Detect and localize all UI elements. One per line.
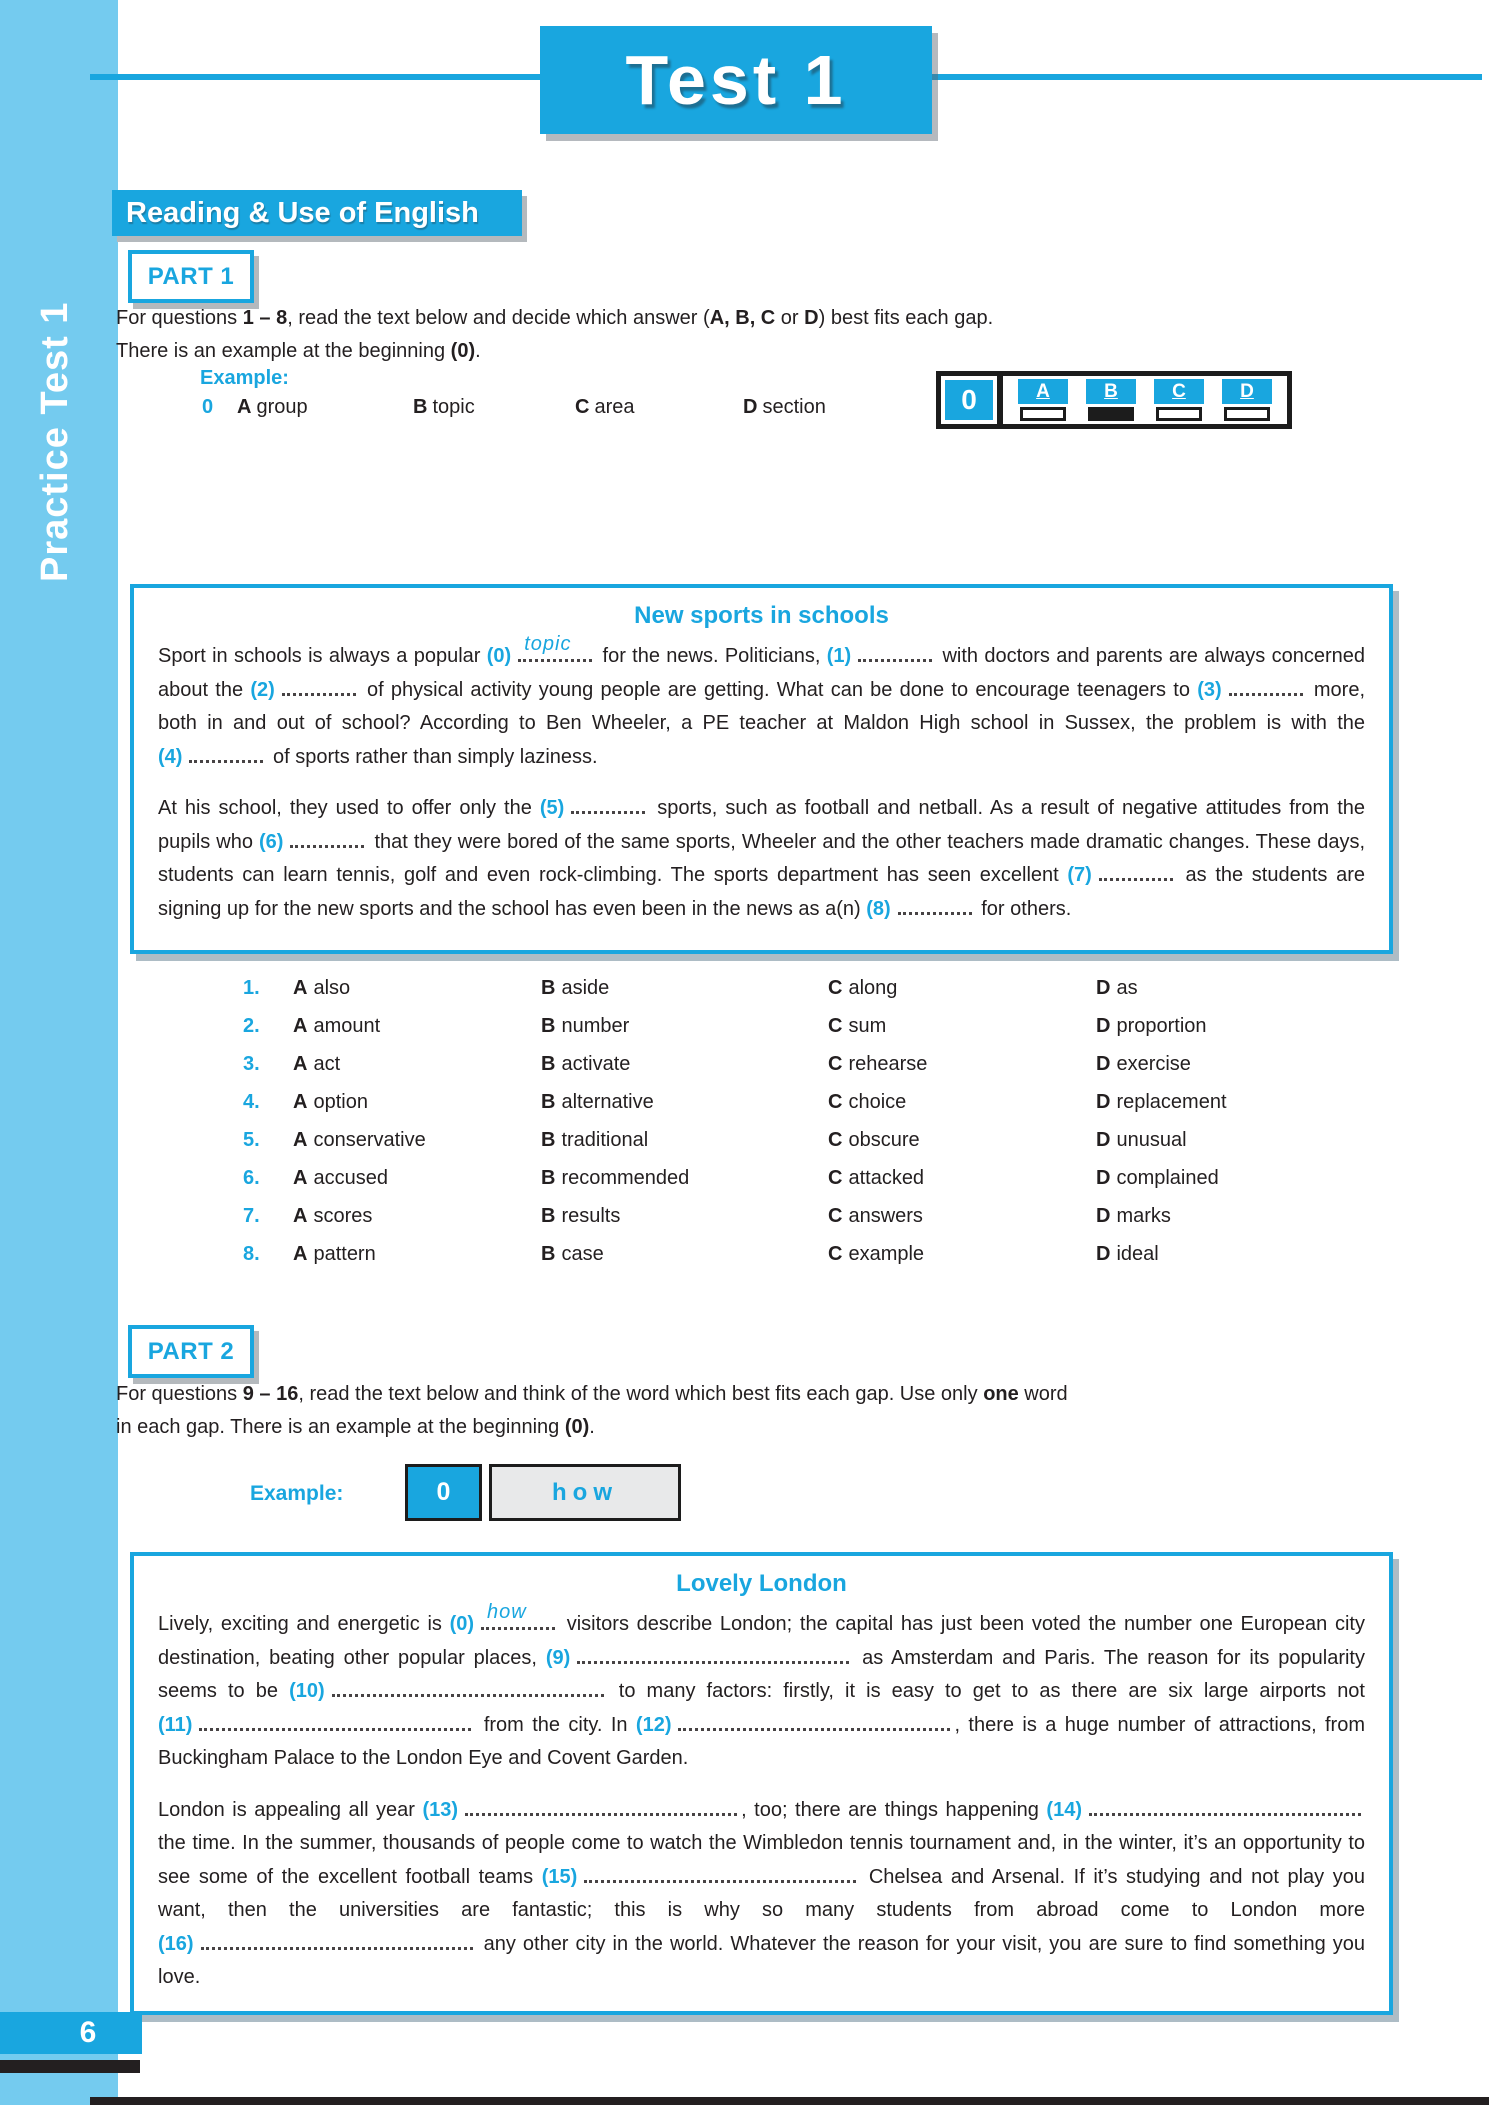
question-option-D: D unusual (1096, 1129, 1187, 1151)
answer-bubble (1088, 407, 1134, 421)
question-option-A: A amount (293, 1015, 381, 1037)
part2-label-box (128, 1325, 254, 1378)
part1-passage-box (130, 584, 1393, 954)
question-option-D: D marks (1096, 1205, 1171, 1227)
gap-dotted-line (898, 908, 972, 915)
part1-passage-paragraph-1: Sport in schools is always a popular (0) topic for the news. Politicians, (1) with doctors and parents are always concerned about the (2) of physical activity young people are getting. What can be done to encourage teenagers to (3) more, both in and out of school? According to Ben Wheeler, a PE teacher at Maldon High school in Sussex, the problem is with the (4) of sports rather than simply laziness. (158, 640, 1365, 774)
answer-strip (936, 371, 1292, 429)
gap-dotted-line (571, 807, 645, 814)
question-option-A: A pattern (293, 1243, 376, 1265)
answer-bubble (1020, 407, 1066, 421)
gap-number: (0) (486, 645, 512, 667)
page-number-box (0, 2012, 142, 2054)
question-gap (259, 831, 368, 853)
answer-strip-choices (1003, 376, 1287, 424)
bottom-bar (90, 2097, 1489, 2105)
question-option-D: D as (1096, 977, 1138, 999)
answer-choice-A (1018, 379, 1068, 421)
part1-passage-paragraph-2: At his school, they used to offer only the (5) sports, such as football and netball. As a result of negative attitudes from the pupils who (6) that they were bored of the same sports, Wheeler and the other teachers made dramatic changes. These days, students can learn tennis, golf and even rock-climbing. The sports department has seen excellent (7) as the students are signing up for the new sports and the school has even been in the news as a(n) (8) for others. (158, 797, 1366, 920)
gap-dotted-line (584, 1876, 856, 1883)
question-option-C: C example (828, 1243, 925, 1265)
part2-example-number: 0 (405, 1464, 482, 1521)
gap-dotted-line (332, 1690, 604, 1697)
example-option-A: A group (237, 396, 308, 418)
question-gap (636, 1714, 955, 1736)
gap-number: (1) (826, 645, 852, 667)
question-gap (1197, 679, 1306, 701)
question-gap (866, 898, 975, 920)
part1-passage-title: New sports in schools (634, 602, 889, 629)
question-gap (158, 746, 267, 768)
gap-dotted-line (1099, 874, 1173, 881)
gap-number: (6) (259, 830, 284, 853)
gap-dotted-line (290, 841, 364, 848)
question-option-C: C sum (828, 1015, 887, 1037)
gap-dotted-line (199, 1724, 471, 1731)
question-option-C: C attacked (828, 1167, 925, 1189)
answer-choice-letter: C (1154, 379, 1204, 404)
answer-choice-B (1086, 379, 1136, 421)
question-gap (158, 1714, 475, 1736)
part2-passage-title: Lovely London (676, 1570, 847, 1597)
gap-number: (0) (449, 1613, 475, 1635)
gap-number: (13) (422, 1798, 459, 1821)
example-option-D: D section (743, 396, 826, 418)
question-option-D: D exercise (1096, 1053, 1191, 1075)
part2-example-box (405, 1464, 681, 1521)
gap-number: (12) (635, 1713, 672, 1736)
part1-example-number: 0 (202, 396, 214, 418)
gap-number: (4) (158, 745, 183, 768)
question-number: 1. (243, 977, 260, 999)
question-option-D: D complained (1096, 1167, 1219, 1189)
question-gap (546, 1647, 853, 1669)
sidebar-vertical-label: Practice Test 1 (34, 301, 76, 582)
question-option-B: B alternative (541, 1091, 654, 1113)
gap-dotted-line (201, 1943, 473, 1950)
question-option-C: C choice (828, 1091, 907, 1113)
question-gap (827, 645, 936, 667)
gap-dotted-line (518, 633, 592, 662)
answer-choice-letter: B (1086, 379, 1136, 404)
gap-number: (15) (541, 1865, 578, 1888)
answer-bubble (1156, 407, 1202, 421)
example-option-B: B topic (413, 396, 475, 418)
question-number: 2. (243, 1015, 260, 1037)
gap-number: (5) (539, 797, 565, 819)
part2-example-label: Example: (250, 1482, 344, 1505)
question-gap (422, 1799, 741, 1821)
question-number: 3. (243, 1053, 260, 1075)
question-option-B: B activate (541, 1053, 631, 1075)
answer-strip-number: 0 (945, 380, 993, 420)
question-option-B: B results (541, 1205, 621, 1227)
gap-number: (11) (158, 1713, 193, 1736)
question-option-D: D ideal (1096, 1243, 1159, 1265)
question-gap (449, 1601, 559, 1635)
gap-dotted-line (678, 1724, 950, 1731)
question-option-A: A accused (293, 1167, 388, 1189)
question-number: 8. (243, 1243, 260, 1265)
footer-bar (0, 2060, 140, 2073)
question-option-C: C rehearse (828, 1053, 928, 1075)
page-title-box (540, 26, 932, 134)
page-number: 6 (79, 2016, 97, 2049)
question-option-B: B aside (541, 977, 610, 999)
part2-passage-box (130, 1552, 1393, 2015)
gap-number: (9) (545, 1646, 571, 1669)
page-title: Test 1 (625, 41, 847, 119)
question-gap (1046, 1799, 1365, 1821)
question-gap (486, 633, 596, 667)
section-title: Reading & Use of English (126, 196, 479, 229)
question-number: 6. (243, 1167, 260, 1189)
gap-answer: topic (524, 633, 572, 655)
question-option-C: C answers (828, 1205, 923, 1227)
answer-choice-letter: D (1222, 379, 1272, 404)
part1-label: PART 1 (147, 262, 235, 290)
question-option-D: D replacement (1096, 1091, 1227, 1113)
gap-number: (3) (1197, 678, 1222, 701)
gap-dotted-line (1089, 1809, 1361, 1816)
question-number: 7. (243, 1205, 260, 1227)
gap-number: (10) (289, 1680, 325, 1702)
part1-label-box (128, 250, 254, 303)
question-option-A: A act (293, 1053, 341, 1075)
question-option-B: B recommended (541, 1167, 690, 1189)
part2-label: PART 2 (147, 1337, 235, 1365)
gap-number: (7) (1067, 864, 1092, 886)
question-option-A: A scores (293, 1205, 373, 1227)
gap-number: (2) (250, 678, 275, 701)
question-option-D: D proportion (1096, 1015, 1207, 1037)
answer-choice-C (1154, 379, 1204, 421)
part2-example-answer: how (489, 1464, 681, 1521)
question-gap (1067, 864, 1176, 886)
gap-number: (14) (1046, 1798, 1082, 1821)
part2-passage-paragraph-2: London is appealing all year (13) , too; there are things happening (14) the time. In the summer, thousands of people come to watch the Wimbledon tennis tournament and, in the winter, it’s an opportunity to see some of the excellent football teams (15) Chelsea and Arsenal. If it’s studying and not play you want, then the universities are fantastic; this is why so many students from abroad come to London more (16) any other city in the world. Whatever the reason for your visit, you are sure to find something you love. (158, 1798, 1366, 1988)
question-option-C: C along (828, 977, 898, 999)
question-option-B: B case (541, 1243, 604, 1265)
question-gap (158, 1933, 477, 1955)
question-gap (250, 679, 359, 701)
question-option-C: C obscure (828, 1129, 920, 1151)
answer-bubble (1224, 407, 1270, 421)
question-number: 4. (243, 1091, 260, 1113)
section-title-banner (112, 190, 522, 236)
part1-questions-grid (243, 976, 1227, 1266)
part2-passage-paragraph-1: Lively, exciting and energetic is (0) how visitors describe London; the capital has just been voted the number one European city destination, beating other popular places, (9) as Amsterdam and Paris. The reason for its popularity seems to be (10) to many factors: firstly, it is easy to get to as there are six large airports not (11) from the city. In (12) , there is a huge number of attractions, from Buckingham Palace to the London Eye and Covent Garden. (158, 1608, 1365, 1776)
answer-choice-letter: A (1018, 379, 1068, 404)
gap-dotted-line (465, 1809, 737, 1816)
gap-number: (8) (866, 897, 891, 920)
question-option-B: B number (541, 1015, 630, 1037)
question-gap (542, 1866, 861, 1888)
question-option-A: A option (293, 1091, 368, 1113)
sidebar (0, 0, 118, 2105)
part1-instructions: For questions 1 – 8, read the text below and decide which answer (A, B, C or D) best fits each gap. There is an example at the beginning (0). (116, 307, 994, 362)
question-gap (289, 1680, 608, 1702)
question-option-B: B traditional (541, 1129, 649, 1151)
gap-dotted-line (282, 689, 356, 696)
gap-answer: how (487, 1601, 527, 1623)
gap-dotted-line (189, 756, 263, 763)
part2-instructions: For questions 9 – 16, read the text below and think of the word which best fits each gap. Use only one word in each gap. There is an example at the beginning (0). (116, 1383, 1068, 1438)
part1-example-label: Example: (200, 367, 289, 389)
answer-choice-D (1222, 379, 1272, 421)
question-option-A: A conservative (293, 1129, 426, 1151)
example-option-C: C area (575, 396, 635, 418)
question-number: 5. (243, 1129, 260, 1151)
question-gap (540, 797, 649, 819)
gap-number: (16) (158, 1932, 194, 1955)
gap-dotted-line (577, 1657, 849, 1664)
gap-dotted-line (481, 1601, 555, 1630)
gap-dotted-line (1229, 689, 1303, 696)
gap-dotted-line (858, 655, 932, 662)
question-option-A: A also (293, 977, 351, 999)
